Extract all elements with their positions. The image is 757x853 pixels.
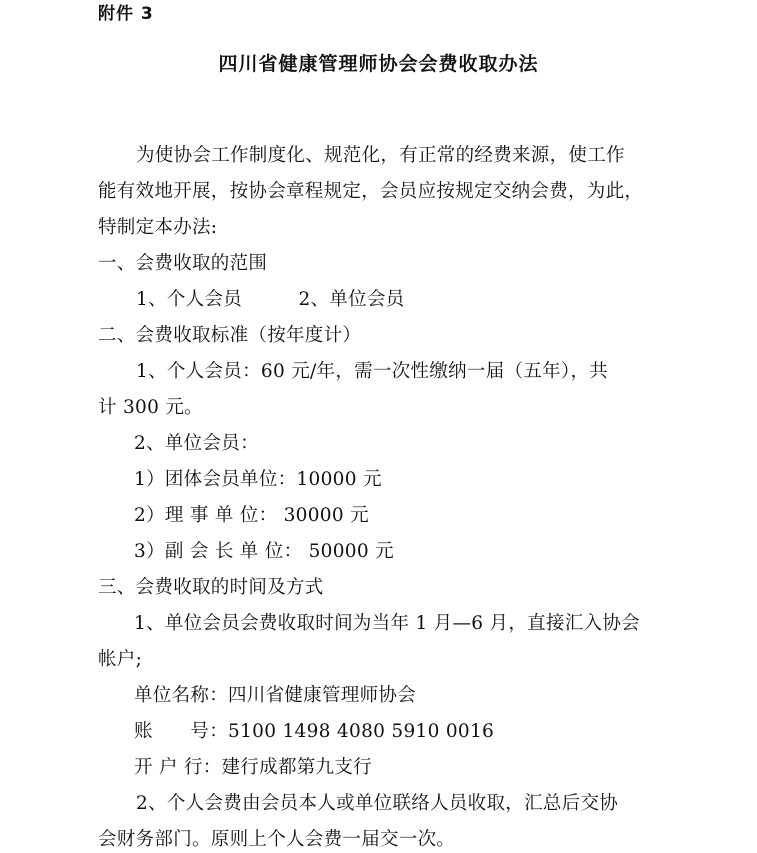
section-2-unit-heading: 2、单位会员： [134, 433, 259, 454]
intro-paragraph-line-1: 为使协会工作制度化、规范化，有正常的经费来源，使工作 [136, 145, 625, 166]
section-3-item-2-line-2: 会财务部门。原则上个人会费一届交一次。 [98, 829, 456, 850]
account-bank: 开 户 行：建行成都第九支行 [134, 757, 372, 778]
section-1-heading: 一、会费收取的范围 [98, 253, 268, 274]
section-2-unit-item-2: 2）理 事 单 位： 30000 元 [134, 505, 369, 526]
section-3-item-1-line-2: 帐户; [98, 649, 143, 670]
attachment-label: 附件 3 [98, 4, 154, 24]
section-2-personal-line-2: 计 300 元。 [98, 397, 203, 418]
account-number: 账 号：5100 1498 4080 5910 0016 [134, 721, 495, 742]
intro-paragraph-line-3: 特制定本办法: [98, 217, 218, 238]
section-2-unit-item-3: 3）副 会 长 单 位： 50000 元 [134, 541, 394, 562]
section-3-heading: 三、会费收取的时间及方式 [98, 577, 324, 598]
intro-paragraph-line-2: 能有效地开展，按协会章程规定，会员应按规定交纳会费，为此， [98, 181, 644, 202]
section-1-member-types: 1、个人会员 2、单位会员 [136, 289, 405, 310]
section-2-personal-line-1: 1、个人会员：60 元/年，需一次性缴纳一届（五年），共 [136, 361, 609, 382]
section-2-unit-item-1: 1）团体会员单位：10000 元 [134, 469, 382, 490]
section-3-item-2-line-1: 2、个人会费由会员本人或单位联络人员收取，汇总后交协 [136, 793, 619, 814]
document-title: 四川省健康管理师协会会费收取办法 [218, 53, 539, 75]
section-3-item-1-line-1: 1、单位会员会费收取时间为当年 1 月—6 月，直接汇入协会 [134, 613, 640, 634]
account-name: 单位名称：四川省健康管理师协会 [134, 685, 417, 706]
section-2-heading: 二、会费收取标准（按年度计） [98, 325, 362, 346]
